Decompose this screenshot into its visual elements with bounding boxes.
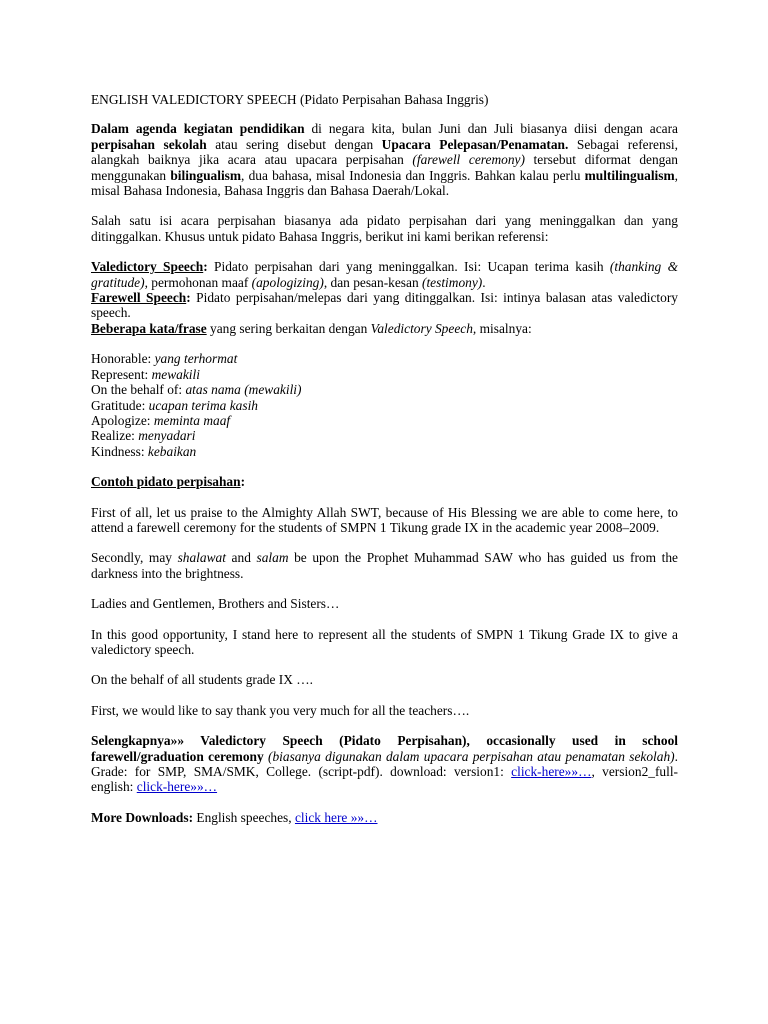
vocab-id: yang terhormat <box>154 351 238 367</box>
beberapa-italic: Valedictory Speech, <box>370 320 477 336</box>
selengkapnya-prefix: Selengkapnya»» <box>91 733 201 749</box>
valedictory-text-3: , dan pesan-kesan <box>323 274 422 290</box>
selengkapnya-text: . Grade: for SMP, SMA/SMK, College. (script-pdf). download: version1: <box>91 748 678 779</box>
vocab-id: atas nama (mewakili) <box>185 382 302 398</box>
beberapa-term: Beberapa kata/frase <box>91 320 207 336</box>
contoh-heading-colon: : <box>240 474 246 490</box>
speech-p2-a: Secondly, may <box>91 550 178 566</box>
valedictory-italic-3: (testimony) <box>422 274 483 290</box>
vocab-en: Honorable: <box>91 351 155 367</box>
farewell-definition <box>91 290 678 321</box>
farewell-colon: : <box>186 290 191 306</box>
farewell-text: Pidato perpisahan/melepas dari yang ditinggalkan. Isi: intinya balasan atas valedictory speech. <box>91 290 678 321</box>
intro-italic-7: (farewell ceremony) <box>412 152 525 168</box>
intro-bold-9: bilingualism <box>170 167 242 183</box>
valedictory-italic-2: (apologizing) <box>251 274 324 290</box>
contoh-heading-text: Contoh pidato perpisahan <box>91 474 241 490</box>
valedictory-text-1: Pidato perpisahan dari yang meninggalkan. Isi: Ucapan terima kasih <box>207 259 610 275</box>
vocab-item <box>91 413 678 428</box>
intro-paragraph <box>91 121 678 198</box>
intro-bold-1: Dalam agenda kegiatan pendidikan <box>91 121 305 137</box>
valedictory-definition <box>91 259 678 290</box>
vocab-id: mewakili <box>151 366 200 382</box>
vocab-id: kebaikan <box>147 443 197 459</box>
vocab-en: Gratitude: <box>91 397 149 413</box>
selengkapnya-bold: Valedictory Speech (Pidato Perpisahan), occasionally used in school farewell/graduation ceremony <box>91 733 678 764</box>
vocab-en: Realize: <box>91 428 139 444</box>
selengkapnya-italic: (biasanya digunakan dalam upacara perpisahan atau penamatan sekolah) <box>263 748 675 764</box>
contoh-heading <box>91 474 678 489</box>
vocab-item <box>91 444 678 459</box>
speech-p2-e: be upon the Prophet Muhammad SAW who has guided us from the darkness into the brightness. <box>91 550 678 581</box>
definitions-block <box>91 259 678 336</box>
intro-bold-11: multilingualism <box>584 167 675 183</box>
intro-text-4: atau sering disebut dengan <box>206 136 382 152</box>
beberapa-text-1: yang sering berkaitan dengan <box>206 320 371 336</box>
version1-link[interactable]: click-here»»… <box>511 764 592 779</box>
intro-text-2: di negara kita, bulan Juni dan Juli biasanya diisi dengan acara <box>304 121 678 137</box>
more-downloads-label: More Downloads: <box>91 809 194 825</box>
document-title: ENGLISH VALEDICTORY SPEECH (Pidato Perpisahan Bahasa Inggris) <box>91 92 489 107</box>
version2-link[interactable]: click-here»»… <box>136 779 218 795</box>
beberapa-line <box>91 321 678 336</box>
speech-paragraph-4: In this good opportunity, I stand here to represent all the students of SMPN 1 Tikung Grade IX to give a valedictory speech. <box>91 626 678 657</box>
speech-paragraph-6: First, we would like to say thank you very much for all the teachers…. <box>91 702 470 718</box>
farewell-term: Farewell Speech <box>91 290 187 306</box>
vocab-item <box>91 428 678 443</box>
valedictory-colon: : <box>203 259 208 275</box>
vocab-list <box>91 351 678 459</box>
vocab-id: meminta maaf <box>153 412 231 428</box>
selengkapnya-mid: , version2_full-english: <box>91 764 679 795</box>
more-downloads-paragraph <box>91 810 678 825</box>
valedictory-term: Valedictory Speech <box>91 259 204 275</box>
more-downloads-text: English speeches, <box>193 809 295 825</box>
intro-text-6: Sebagai referensi, alangkah baiknya jika acara atau upacara perpisahan <box>91 136 678 168</box>
speech-paragraph-1: First of all, let us praise to the Almighty Allah SWT, because of His Blessing we are able to come here, to attend a farewell ceremony for the students of SMPN 1 Tikung grade IX in the academic year 2008–2009. <box>91 504 678 535</box>
speech-paragraph-2 <box>91 550 678 581</box>
vocab-item <box>91 351 678 366</box>
speech-paragraph-3: Ladies and Gentlemen, Brothers and Sisters… <box>91 596 340 612</box>
intro-bold-3: perpisahan sekolah <box>91 136 207 152</box>
intro-text-12: , misal Bahasa Indonesia, Bahasa Inggris dan Bahasa Daerah/Lokal. <box>91 167 679 199</box>
vocab-en: Kindness: <box>91 443 148 459</box>
vocab-id: ucapan terima kasih <box>148 397 258 413</box>
beberapa-text-2: misalnya: <box>476 320 532 336</box>
vocab-item <box>91 367 678 382</box>
valedictory-italic-1: (thanking & gratitude) <box>91 259 678 290</box>
reference-paragraph: Salah satu isi acara perpisahan biasanya ada pidato perpisahan dari yang meninggalkan dan yang ditinggalkan. Khusus untuk pidato Bahasa Inggris, berikut ini kami berikan referensi: <box>91 213 678 244</box>
selengkapnya-paragraph <box>91 733 678 795</box>
speech-p2-salam: salam <box>256 550 289 566</box>
vocab-en: Represent: <box>91 366 152 382</box>
speech-p2-c: and <box>225 550 257 566</box>
english-speeches-link[interactable]: click here »»… <box>294 809 378 825</box>
vocab-en: Apologize: <box>91 412 154 428</box>
speech-paragraph-5: On the behalf of all students grade IX …. <box>91 672 313 688</box>
valedictory-text-4: . <box>482 274 486 290</box>
speech-p2-shalawat: shalawat <box>177 550 226 566</box>
intro-text-8: tersebut diformat dengan menggunakan <box>91 152 678 183</box>
vocab-item <box>91 398 678 413</box>
intro-text-10: , dua bahasa, misal Indonesia dan Inggris. Bahkan kalau perlu <box>241 167 585 183</box>
intro-bold-5: Upacara Pelepasan/Penamatan. <box>381 136 569 152</box>
vocab-id: menyadari <box>138 428 196 444</box>
vocab-en: On the behalf of: <box>91 382 186 398</box>
document-page <box>91 92 678 825</box>
valedictory-text-2: , permohonan maaf <box>144 274 252 290</box>
vocab-item <box>91 382 678 397</box>
